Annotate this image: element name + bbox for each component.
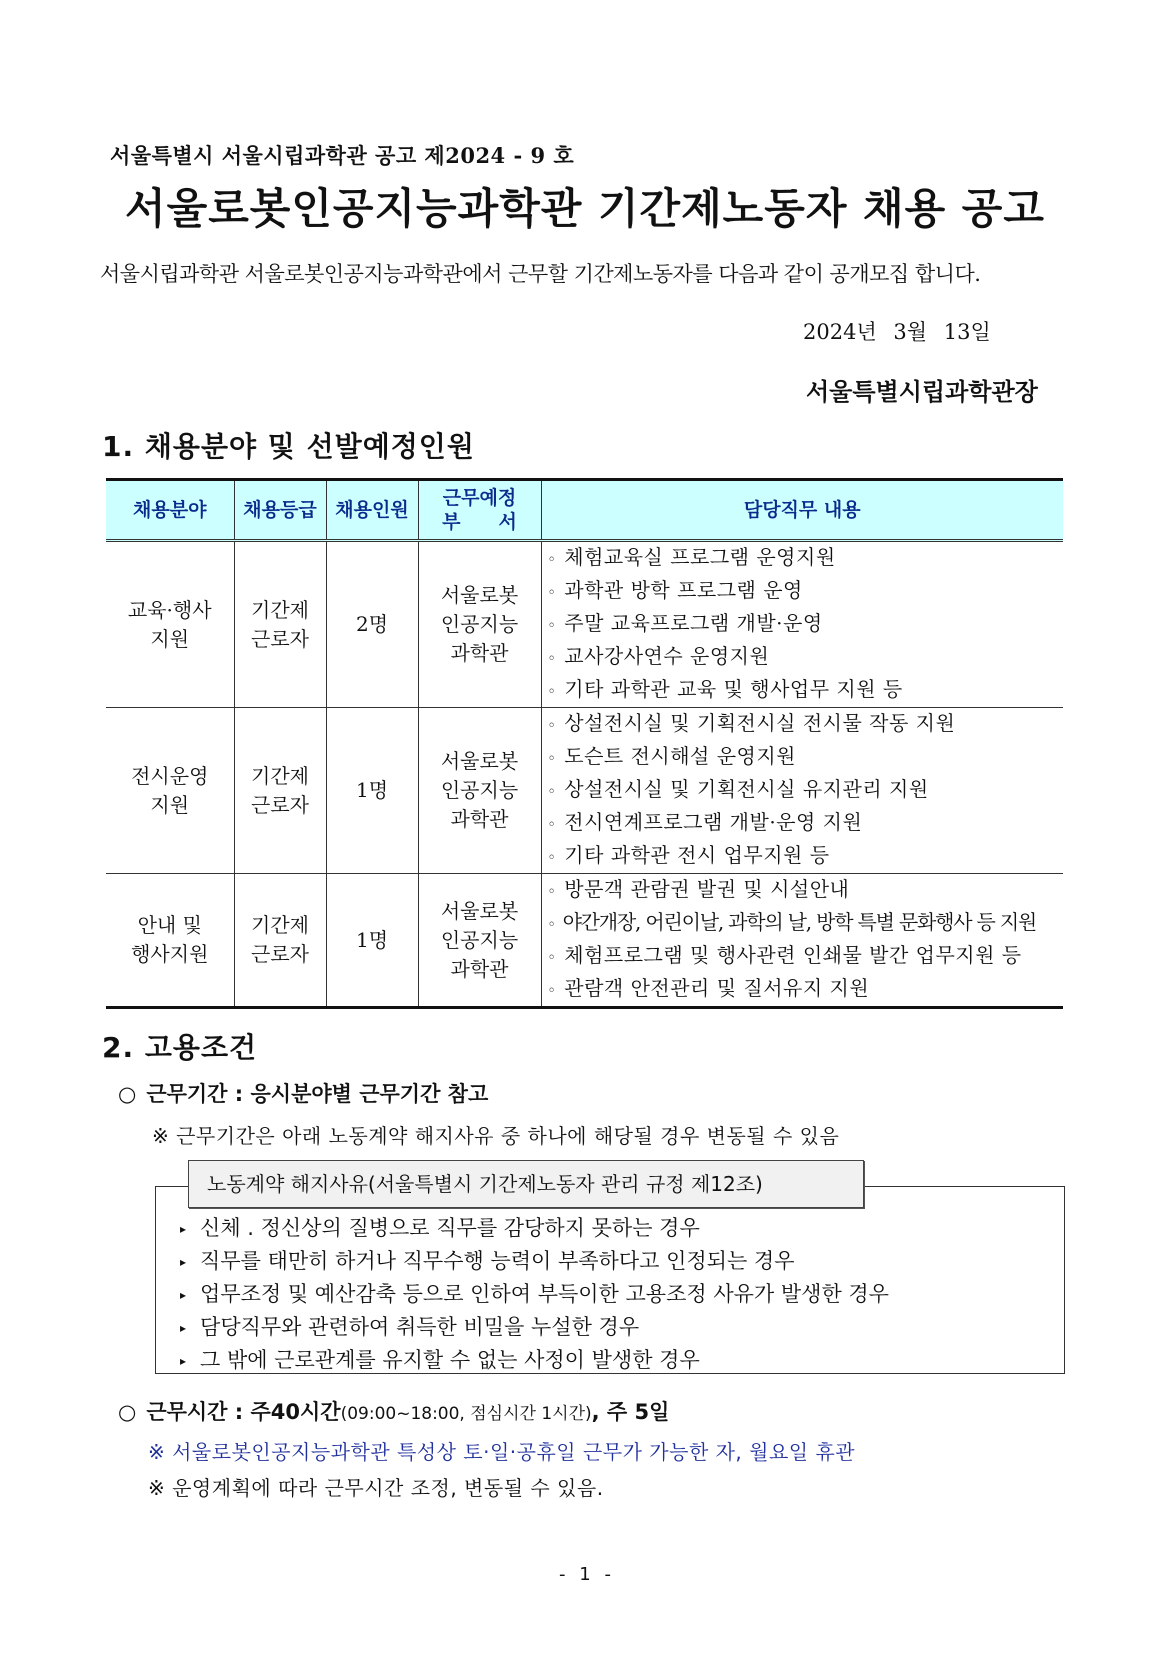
list-item bbox=[180, 1311, 889, 1344]
duty-text: 주말 교육프로그램 개발·운영 bbox=[564, 611, 823, 635]
table-row bbox=[106, 541, 1063, 708]
department-line: 인공지능 bbox=[440, 927, 519, 952]
header-department-line1: 근무예정 bbox=[442, 487, 517, 509]
duty-text: 상설전시실 및 기획전시실 전시물 작동 지원 bbox=[564, 711, 956, 735]
department-line: 서울로봇 bbox=[440, 898, 519, 923]
grade-line: 기간제 bbox=[251, 763, 309, 788]
duty-item bbox=[548, 973, 1064, 1006]
section-title-employment-conditions: 2. 고용조건 bbox=[102, 1031, 258, 1064]
cell-department bbox=[418, 541, 541, 708]
duty-text: 상설전시실 및 기획전시실 유지관리 지원 bbox=[564, 777, 929, 801]
cell-grade bbox=[234, 708, 326, 874]
page-number: - 1 - bbox=[559, 1564, 611, 1585]
duty-item bbox=[548, 708, 1064, 741]
bullet-icon: ◦ bbox=[547, 618, 557, 634]
bullet-icon: ◦ bbox=[547, 784, 557, 800]
circle-bullet-icon: ○ bbox=[118, 1400, 137, 1424]
duty-text: 도슨트 전시해설 운영지원 bbox=[564, 744, 797, 768]
department-line: 인공지능 bbox=[440, 612, 519, 636]
triangle-bullet-icon: ▸ bbox=[180, 1353, 187, 1368]
work-period-line bbox=[118, 1078, 488, 1108]
cell-duties bbox=[541, 708, 1063, 874]
recruitment-table bbox=[106, 478, 1063, 1009]
duty-text: 교사강사연수 운영지원 bbox=[564, 644, 770, 668]
grade-line: 근로자 bbox=[251, 942, 309, 966]
reason-text: 업무조정 및 예산감축 등으로 인하여 부득이한 고용조정 사유가 발생한 경우 bbox=[200, 1282, 889, 1306]
duty-item bbox=[548, 608, 1064, 641]
duty-text: 기타 과학관 교육 및 행사업무 지원 등 bbox=[564, 677, 903, 701]
cell-grade bbox=[234, 541, 326, 708]
field-line: 안내 및 bbox=[137, 913, 202, 937]
bullet-icon: ◦ bbox=[547, 850, 557, 866]
table-header-row bbox=[106, 480, 1063, 541]
termination-reasons-label: 노동계약 해지사유(서울특별시 기간제노동자 관리 규정 제12조) bbox=[188, 1160, 864, 1208]
cell-grade bbox=[234, 874, 326, 1008]
duty-text: 방문객 관람권 발권 및 시설안내 bbox=[564, 877, 850, 901]
department-line: 서울로봇 bbox=[440, 583, 519, 607]
duty-item bbox=[548, 840, 1064, 873]
header-field: 채용분야 bbox=[106, 480, 234, 541]
department-line: 과학관 bbox=[450, 641, 509, 665]
department-line: 서울로봇 bbox=[440, 749, 519, 773]
intro-text: 서울시립과학관 서울로봇인공지능과학관에서 근무할 기간제노동자를 다음과 같이 공개모집 합니다. bbox=[100, 262, 981, 286]
work-hours-detail: (09:00~18:00, 점심시간 1시간) bbox=[340, 1404, 592, 1424]
grade-line: 근로자 bbox=[251, 792, 309, 817]
work-period-label: 근무기간 : 응시분야별 근무기간 참고 bbox=[146, 1082, 489, 1106]
list-item bbox=[180, 1344, 889, 1377]
duty-item bbox=[548, 774, 1064, 807]
field-line: 교육·행사 bbox=[127, 597, 212, 622]
work-period-note: ※ 근무기간은 아래 노동계약 해지사유 중 하나에 해당될 경우 변동될 수 있음 bbox=[152, 1124, 840, 1148]
cell-duties bbox=[541, 874, 1063, 1008]
bullet-icon: ◦ bbox=[547, 950, 557, 966]
bullet-icon: ◦ bbox=[547, 751, 557, 767]
bullet-icon: ◦ bbox=[547, 817, 557, 833]
bullet-icon: ◦ bbox=[547, 585, 557, 601]
field-line: 행사지원 bbox=[131, 942, 209, 966]
duty-text: 관람객 안전관리 및 질서유지 지원 bbox=[564, 976, 870, 1000]
work-hours-label: 근무시간 : 주40시간 bbox=[146, 1400, 341, 1424]
bullet-icon: ◦ bbox=[547, 684, 557, 700]
bullet-icon: ◦ bbox=[547, 651, 557, 667]
triangle-bullet-icon: ▸ bbox=[180, 1287, 187, 1302]
reason-text: 직무를 태만히 하거나 직무수행 능력이 부족하다고 인정되는 경우 bbox=[200, 1249, 795, 1273]
work-hours-days: , 주 5일 bbox=[591, 1400, 670, 1424]
announcement-date: 2024년 3월 13일 bbox=[803, 320, 991, 344]
field-line: 지원 bbox=[150, 792, 190, 817]
duty-item bbox=[548, 641, 1064, 674]
cell-count: 1명 bbox=[326, 708, 418, 874]
header-department-line2: 부 서 bbox=[442, 511, 517, 533]
grade-line: 기간제 bbox=[251, 913, 309, 937]
list-item bbox=[180, 1245, 889, 1278]
duty-item bbox=[548, 575, 1064, 608]
bullet-icon: ◦ bbox=[547, 983, 557, 999]
reason-text: 담당직무와 관련하여 취득한 비밀을 누설한 경우 bbox=[200, 1315, 640, 1339]
duty-item bbox=[548, 907, 1064, 940]
header-duties: 담당직무 내용 bbox=[541, 480, 1063, 541]
section-title-recruitment: 1. 채용분야 및 선발예정인원 bbox=[102, 430, 475, 463]
duty-text: 과학관 방학 프로그램 운영 bbox=[564, 578, 803, 602]
field-line: 전시운영 bbox=[131, 763, 209, 788]
triangle-bullet-icon: ▸ bbox=[180, 1320, 187, 1335]
cell-department bbox=[418, 874, 541, 1008]
cell-duties bbox=[541, 541, 1063, 708]
triangle-bullet-icon: ▸ bbox=[180, 1254, 187, 1269]
circle-bullet-icon: ○ bbox=[118, 1082, 137, 1106]
work-hours-note: ※ 운영계획에 따라 근무시간 조정, 변동될 수 있음. bbox=[148, 1476, 604, 1500]
header-count: 채용인원 bbox=[326, 480, 418, 541]
triangle-bullet-icon: ▸ bbox=[180, 1221, 187, 1236]
table-row bbox=[106, 708, 1063, 874]
duty-text: 체험프로그램 및 행사관련 인쇄물 발간 업무지원 등 bbox=[564, 943, 1022, 967]
department-line: 과학관 bbox=[450, 956, 509, 981]
duty-item bbox=[548, 874, 1064, 907]
department-line: 과학관 bbox=[450, 807, 509, 831]
page-title: 서울로봇인공지능과학관 기간제노동자 채용 공고 bbox=[125, 184, 1045, 233]
list-item bbox=[180, 1278, 889, 1311]
duty-item bbox=[548, 807, 1064, 840]
notice-number: 서울특별시 서울시립과학관 공고 제2024 - 9 호 bbox=[110, 143, 575, 168]
bullet-icon: ◦ bbox=[547, 552, 557, 568]
work-hours-highlight-note: ※ 서울로봇인공지능과학관 특성상 토·일·공휴일 근무가 가능한 자, 월요일 휴관 bbox=[148, 1440, 856, 1464]
header-department bbox=[418, 480, 541, 541]
work-hours-line bbox=[118, 1396, 669, 1426]
cell-count: 1명 bbox=[326, 874, 418, 1008]
department-line: 인공지능 bbox=[440, 778, 519, 802]
issuer-name: 서울특별시립과학관장 bbox=[806, 377, 1038, 406]
cell-field bbox=[106, 708, 234, 874]
duty-item bbox=[548, 674, 1064, 707]
cell-field bbox=[106, 541, 234, 708]
duty-text: 야간개장, 어린이날, 과학의 날, 방학 특별 문화행사 등 지원 bbox=[562, 910, 1037, 934]
duty-item bbox=[548, 940, 1064, 973]
grade-line: 근로자 bbox=[251, 626, 309, 651]
bullet-icon: ◦ bbox=[547, 917, 555, 933]
reason-text: 신체 . 정신상의 질병으로 직무를 감당하지 못하는 경우 bbox=[200, 1216, 700, 1240]
bullet-icon: ◦ bbox=[547, 884, 557, 900]
duty-text: 기타 과학관 전시 업무지원 등 bbox=[564, 843, 830, 867]
bullet-icon: ◦ bbox=[547, 718, 557, 734]
cell-department bbox=[418, 708, 541, 874]
duty-text: 체험교육실 프로그램 운영지원 bbox=[564, 545, 836, 569]
cell-count: 2명 bbox=[326, 541, 418, 708]
cell-field bbox=[106, 874, 234, 1008]
termination-reasons-list bbox=[180, 1212, 889, 1377]
header-grade: 채용등급 bbox=[234, 480, 326, 541]
table-row bbox=[106, 874, 1063, 1008]
duty-item bbox=[548, 741, 1064, 774]
field-line: 지원 bbox=[150, 626, 190, 651]
duty-item bbox=[548, 542, 1064, 575]
list-item bbox=[180, 1212, 889, 1245]
grade-line: 기간제 bbox=[251, 597, 309, 622]
duty-text: 전시연계프로그램 개발·운영 지원 bbox=[564, 810, 863, 834]
reason-text: 그 밖에 근로관계를 유지할 수 없는 사정이 발생한 경우 bbox=[200, 1348, 700, 1372]
